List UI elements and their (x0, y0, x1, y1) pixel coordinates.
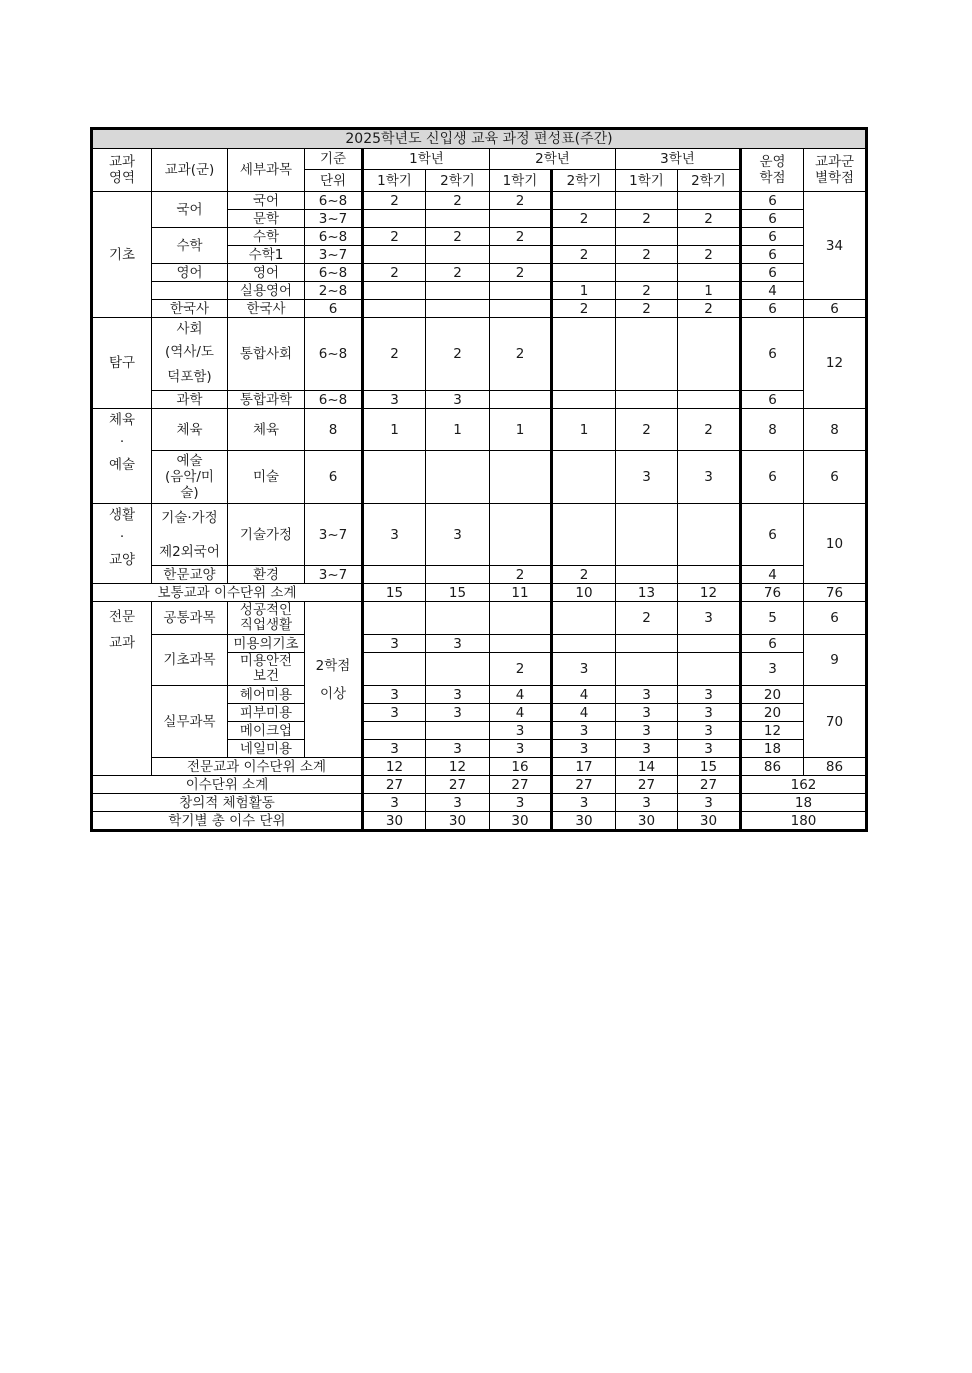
unit-cell (552, 391, 616, 409)
unit-cell: 3 (363, 704, 426, 722)
unit-cell (552, 318, 616, 391)
subject-cell: 네일미용 (228, 740, 305, 758)
table-row (92, 318, 867, 391)
unit-cell: 2 (616, 246, 678, 264)
credit-cell: 20 (741, 704, 804, 722)
unit-cell: 3 (426, 740, 490, 758)
unit-cell: 10 (552, 584, 616, 602)
unit-cell: 2 (426, 228, 490, 246)
unit-cell: 3 (363, 635, 426, 653)
unit-cell (490, 451, 552, 504)
unit-cell: 3 (616, 704, 678, 722)
unit-cell: 2 (678, 300, 741, 318)
subject-cell: 환경 (228, 566, 305, 584)
table-row (92, 602, 867, 635)
table-row (92, 566, 867, 584)
unit-cell: 2 (426, 318, 490, 391)
credit-cell: 6 (741, 192, 804, 210)
group-credit-cell: 76 (804, 584, 867, 602)
group-art: 예술 (음악/미 술) (152, 451, 228, 504)
base-cell: 8 (305, 409, 363, 451)
unit-cell: 27 (490, 776, 552, 794)
group-korean: 국어 (152, 192, 228, 228)
base-cell: 6 (305, 451, 363, 504)
unit-cell: 2 (678, 246, 741, 264)
table-row (92, 300, 867, 318)
subtotal-row-general (92, 584, 867, 602)
unit-cell: 4 (552, 704, 616, 722)
unit-cell (552, 635, 616, 653)
unit-cell: 1 (490, 409, 552, 451)
subject-cell: 미용안전 보건 (228, 653, 305, 686)
unit-cell (678, 653, 741, 686)
unit-cell: 2 (616, 300, 678, 318)
unit-cell: 4 (490, 686, 552, 704)
group-social: 사회 (역사/도 덕포함) (152, 318, 228, 391)
header-semester: 1학기 (616, 170, 678, 192)
unit-cell: 3 (678, 602, 741, 635)
unit-cell (490, 391, 552, 409)
header-year-2: 2학년 (490, 149, 616, 170)
unit-cell (616, 391, 678, 409)
unit-cell: 3 (678, 451, 741, 504)
unit-cell: 3 (363, 504, 426, 566)
area-inquiry: 탐구 (92, 318, 152, 409)
unit-cell: 2 (616, 210, 678, 228)
subject-cell: 통합사회 (228, 318, 305, 391)
subject-cell: 영어 (228, 264, 305, 282)
unit-cell: 3 (678, 794, 741, 812)
unit-cell: 27 (426, 776, 490, 794)
unit-cell (426, 653, 490, 686)
unit-cell: 3 (363, 794, 426, 812)
unit-cell (490, 246, 552, 264)
unit-cell: 1 (363, 409, 426, 451)
unit-cell (426, 722, 490, 740)
unit-cell: 2 (678, 210, 741, 228)
group-credit-cell: 12 (804, 318, 867, 409)
unit-cell: 30 (616, 812, 678, 831)
table-row (92, 264, 867, 282)
unit-cell: 30 (678, 812, 741, 831)
group-credit-cell: 86 (804, 758, 867, 776)
unit-cell (552, 228, 616, 246)
unit-cell: 3 (552, 740, 616, 758)
unit-cell (426, 566, 490, 584)
unit-cell (426, 602, 490, 635)
unit-cell (363, 300, 426, 318)
group-foundation: 기초과목 (152, 635, 228, 686)
unit-cell (678, 228, 741, 246)
area-pe-art: 체육 · 예술 (92, 409, 152, 504)
credit-cell: 6 (741, 300, 804, 318)
unit-cell: 2 (363, 318, 426, 391)
subject-cell: 한국사 (228, 300, 305, 318)
unit-cell (490, 602, 552, 635)
unit-cell: 3 (552, 794, 616, 812)
unit-cell: 3 (426, 391, 490, 409)
unit-cell: 15 (363, 584, 426, 602)
base-cell: 3~7 (305, 210, 363, 228)
unit-cell: 2 (552, 210, 616, 228)
table-row (92, 686, 867, 704)
curriculum-sheet (90, 127, 868, 832)
unit-cell: 3 (490, 740, 552, 758)
unit-cell: 3 (426, 794, 490, 812)
header-group-credits: 교과군 별학점 (804, 149, 867, 192)
group-practical: 실무과목 (152, 686, 228, 758)
unit-cell: 3 (616, 794, 678, 812)
subject-cell: 수학 (228, 228, 305, 246)
header-year-1: 1학년 (363, 149, 490, 170)
unit-cell (363, 566, 426, 584)
unit-cell: 3 (426, 504, 490, 566)
unit-cell: 2 (490, 566, 552, 584)
unit-cell (490, 210, 552, 228)
total-cell: 162 (741, 776, 867, 794)
unit-cell (678, 318, 741, 391)
header-base-top: 기준 (305, 149, 363, 170)
base-cell: 3~7 (305, 504, 363, 566)
unit-cell: 27 (363, 776, 426, 794)
subject-cell: 실용영어 (228, 282, 305, 300)
subtotal-label: 전문교과 이수단위 소계 (152, 758, 363, 776)
unit-cell (678, 635, 741, 653)
header-subject: 세부과목 (228, 149, 305, 192)
total-label: 학기별 총 이수 단위 (92, 812, 363, 831)
unit-cell: 27 (678, 776, 741, 794)
subtotal-label: 보통교과 이수단위 소계 (92, 584, 363, 602)
total-cell: 180 (741, 812, 867, 831)
unit-cell: 2 (363, 228, 426, 246)
base-cell: 6 (305, 300, 363, 318)
unit-cell: 13 (616, 584, 678, 602)
unit-cell: 2 (490, 653, 552, 686)
header-semester: 1학기 (363, 170, 426, 192)
unit-cell (363, 210, 426, 228)
subject-cell: 미술 (228, 451, 305, 504)
group-history: 한국사 (152, 300, 228, 318)
unit-cell: 3 (616, 722, 678, 740)
table-row (92, 391, 867, 409)
credit-cell: 6 (741, 504, 804, 566)
unit-cell: 12 (678, 584, 741, 602)
unit-cell (363, 722, 426, 740)
base-cell: 6~8 (305, 318, 363, 391)
subject-cell: 기술가정 (228, 504, 305, 566)
base-cell: 3~7 (305, 246, 363, 264)
unit-cell: 2 (490, 228, 552, 246)
group-credit-cell: 70 (804, 686, 867, 758)
unit-cell: 3 (616, 451, 678, 504)
unit-cell: 30 (552, 812, 616, 831)
group-math: 수학 (152, 228, 228, 264)
unit-cell (426, 451, 490, 504)
unit-cell: 2 (616, 282, 678, 300)
header-semester: 2학기 (552, 170, 616, 192)
unit-cell (552, 602, 616, 635)
credit-cell: 20 (741, 686, 804, 704)
group-science: 과학 (152, 391, 228, 409)
group-hanmun: 한문교양 (152, 566, 228, 584)
unit-cell: 2 (490, 192, 552, 210)
credit-cell: 8 (741, 409, 804, 451)
credit-cell: 18 (741, 740, 804, 758)
subject-cell: 성공적인 직업생활 (228, 602, 305, 635)
unit-cell (552, 451, 616, 504)
total-row (92, 776, 867, 794)
unit-cell: 3 (363, 391, 426, 409)
subject-cell: 국어 (228, 192, 305, 210)
credit-cell: 6 (741, 318, 804, 391)
unit-cell: 3 (490, 794, 552, 812)
unit-cell: 3 (363, 686, 426, 704)
unit-cell: 2 (426, 192, 490, 210)
unit-cell: 30 (363, 812, 426, 831)
base-cell: 6~8 (305, 391, 363, 409)
unit-cell: 2 (490, 318, 552, 391)
header-semester: 2학기 (426, 170, 490, 192)
unit-cell (616, 566, 678, 584)
table-row (92, 451, 867, 504)
unit-cell: 15 (426, 584, 490, 602)
unit-cell (490, 635, 552, 653)
header-area: 교과 영역 (92, 149, 152, 192)
unit-cell: 27 (616, 776, 678, 794)
unit-cell (490, 504, 552, 566)
unit-cell: 3 (552, 722, 616, 740)
credit-cell: 4 (741, 566, 804, 584)
base-cell: 3~7 (305, 566, 363, 584)
unit-cell (616, 264, 678, 282)
table-row (92, 228, 867, 246)
unit-cell: 3 (678, 722, 741, 740)
area-vocational: 전문 교과 (92, 602, 152, 776)
group-credit-cell: 34 (804, 192, 867, 300)
group-credit-cell: 8 (804, 409, 867, 451)
base-cell: 2~8 (305, 282, 363, 300)
unit-cell: 12 (426, 758, 490, 776)
unit-cell: 3 (678, 740, 741, 758)
credit-cell: 6 (741, 635, 804, 653)
unit-cell: 12 (363, 758, 426, 776)
base-cell: 6~8 (305, 228, 363, 246)
table-row (92, 409, 867, 451)
unit-cell: 1 (426, 409, 490, 451)
table-row (92, 504, 867, 566)
table-row (92, 282, 867, 300)
unit-cell: 2 (616, 602, 678, 635)
header-base-bottom: 단위 (305, 170, 363, 192)
unit-cell: 1 (552, 282, 616, 300)
unit-cell (490, 282, 552, 300)
unit-cell: 3 (678, 686, 741, 704)
credit-cell: 4 (741, 282, 804, 300)
subject-cell: 수학1 (228, 246, 305, 264)
unit-cell: 30 (490, 812, 552, 831)
unit-cell: 2 (552, 566, 616, 584)
unit-cell: 16 (490, 758, 552, 776)
unit-cell: 3 (616, 686, 678, 704)
header-semester: 1학기 (490, 170, 552, 192)
area-basic: 기초 (92, 192, 152, 318)
unit-cell: 2 (678, 409, 741, 451)
unit-cell (552, 192, 616, 210)
subject-cell: 문학 (228, 210, 305, 228)
credit-cell: 6 (741, 264, 804, 282)
unit-cell (552, 504, 616, 566)
unit-cell (616, 192, 678, 210)
group-credit-cell: 6 (804, 300, 867, 318)
unit-cell (616, 504, 678, 566)
header-year-3: 3학년 (616, 149, 741, 170)
unit-cell (552, 264, 616, 282)
unit-cell (426, 300, 490, 318)
subject-cell: 통합과학 (228, 391, 305, 409)
unit-cell: 30 (426, 812, 490, 831)
unit-cell (426, 210, 490, 228)
credit-cell: 86 (741, 758, 804, 776)
credit-cell: 3 (741, 653, 804, 686)
group-english: 영어 (152, 264, 228, 282)
unit-cell: 11 (490, 584, 552, 602)
unit-cell (363, 602, 426, 635)
group-credit-cell: 6 (804, 451, 867, 504)
credit-cell: 76 (741, 584, 804, 602)
unit-cell: 14 (616, 758, 678, 776)
group-credit-cell: 10 (804, 504, 867, 584)
unit-cell: 2 (426, 264, 490, 282)
unit-cell: 2 (552, 246, 616, 264)
group-credit-cell: 6 (804, 602, 867, 635)
unit-cell: 3 (552, 653, 616, 686)
unit-cell: 3 (363, 740, 426, 758)
unit-cell: 1 (678, 282, 741, 300)
unit-cell: 3 (616, 740, 678, 758)
table-title: 2025학년도 신입생 교육 과정 편성표(주간) (92, 129, 867, 149)
curriculum-table (90, 127, 868, 832)
unit-cell: 2 (490, 264, 552, 282)
unit-cell: 27 (552, 776, 616, 794)
unit-cell: 3 (426, 635, 490, 653)
credit-cell: 12 (741, 722, 804, 740)
unit-cell (363, 451, 426, 504)
unit-cell: 4 (552, 686, 616, 704)
subject-cell: 메이크업 (228, 722, 305, 740)
unit-cell: 15 (678, 758, 741, 776)
credit-cell: 6 (741, 210, 804, 228)
unit-cell (426, 246, 490, 264)
header-group: 교과(군) (152, 149, 228, 192)
base-cell: 6~8 (305, 264, 363, 282)
unit-cell: 2 (363, 192, 426, 210)
header-semester: 2학기 (678, 170, 741, 192)
unit-cell (490, 300, 552, 318)
area-life: 생활 · 교양 (92, 504, 152, 584)
base-cell: 6~8 (305, 192, 363, 210)
total-row (92, 794, 867, 812)
table-row (92, 635, 867, 653)
unit-cell (678, 504, 741, 566)
group-common: 공통과목 (152, 602, 228, 635)
credit-cell: 6 (741, 451, 804, 504)
unit-cell: 3 (678, 704, 741, 722)
group-pe: 체육 (152, 409, 228, 451)
unit-cell: 3 (490, 722, 552, 740)
title-row (92, 129, 867, 149)
unit-cell (678, 264, 741, 282)
unit-cell: 3 (426, 704, 490, 722)
total-label: 이수단위 소계 (92, 776, 363, 794)
total-row (92, 812, 867, 831)
unit-cell: 2 (616, 409, 678, 451)
total-label: 창의적 체험활동 (92, 794, 363, 812)
unit-cell: 2 (552, 300, 616, 318)
unit-cell (363, 246, 426, 264)
subject-cell: 헤어미용 (228, 686, 305, 704)
unit-cell (678, 391, 741, 409)
unit-cell: 3 (426, 686, 490, 704)
unit-cell (616, 635, 678, 653)
unit-cell: 4 (490, 704, 552, 722)
header-row-years (92, 149, 867, 170)
subject-cell: 체육 (228, 409, 305, 451)
group-empty (152, 282, 228, 300)
unit-cell (678, 566, 741, 584)
credit-cell: 6 (741, 246, 804, 264)
base-vocational: 2학점 이상 (305, 602, 363, 758)
unit-cell (363, 282, 426, 300)
unit-cell (616, 318, 678, 391)
unit-cell: 17 (552, 758, 616, 776)
total-cell: 18 (741, 794, 867, 812)
credit-cell: 6 (741, 391, 804, 409)
unit-cell (616, 653, 678, 686)
subject-cell: 미용의기초 (228, 635, 305, 653)
unit-cell: 2 (363, 264, 426, 282)
subject-cell: 피부미용 (228, 704, 305, 722)
credit-cell: 5 (741, 602, 804, 635)
unit-cell (426, 282, 490, 300)
group-credit-cell: 9 (804, 635, 867, 686)
group-tech-language: 기술·가정 제2외국어 (152, 504, 228, 566)
unit-cell (616, 228, 678, 246)
subtotal-row-vocational (92, 758, 867, 776)
unit-cell (678, 192, 741, 210)
header-credits: 운영 학점 (741, 149, 804, 192)
unit-cell: 1 (552, 409, 616, 451)
table-row (92, 192, 867, 210)
unit-cell (363, 653, 426, 686)
credit-cell: 6 (741, 228, 804, 246)
